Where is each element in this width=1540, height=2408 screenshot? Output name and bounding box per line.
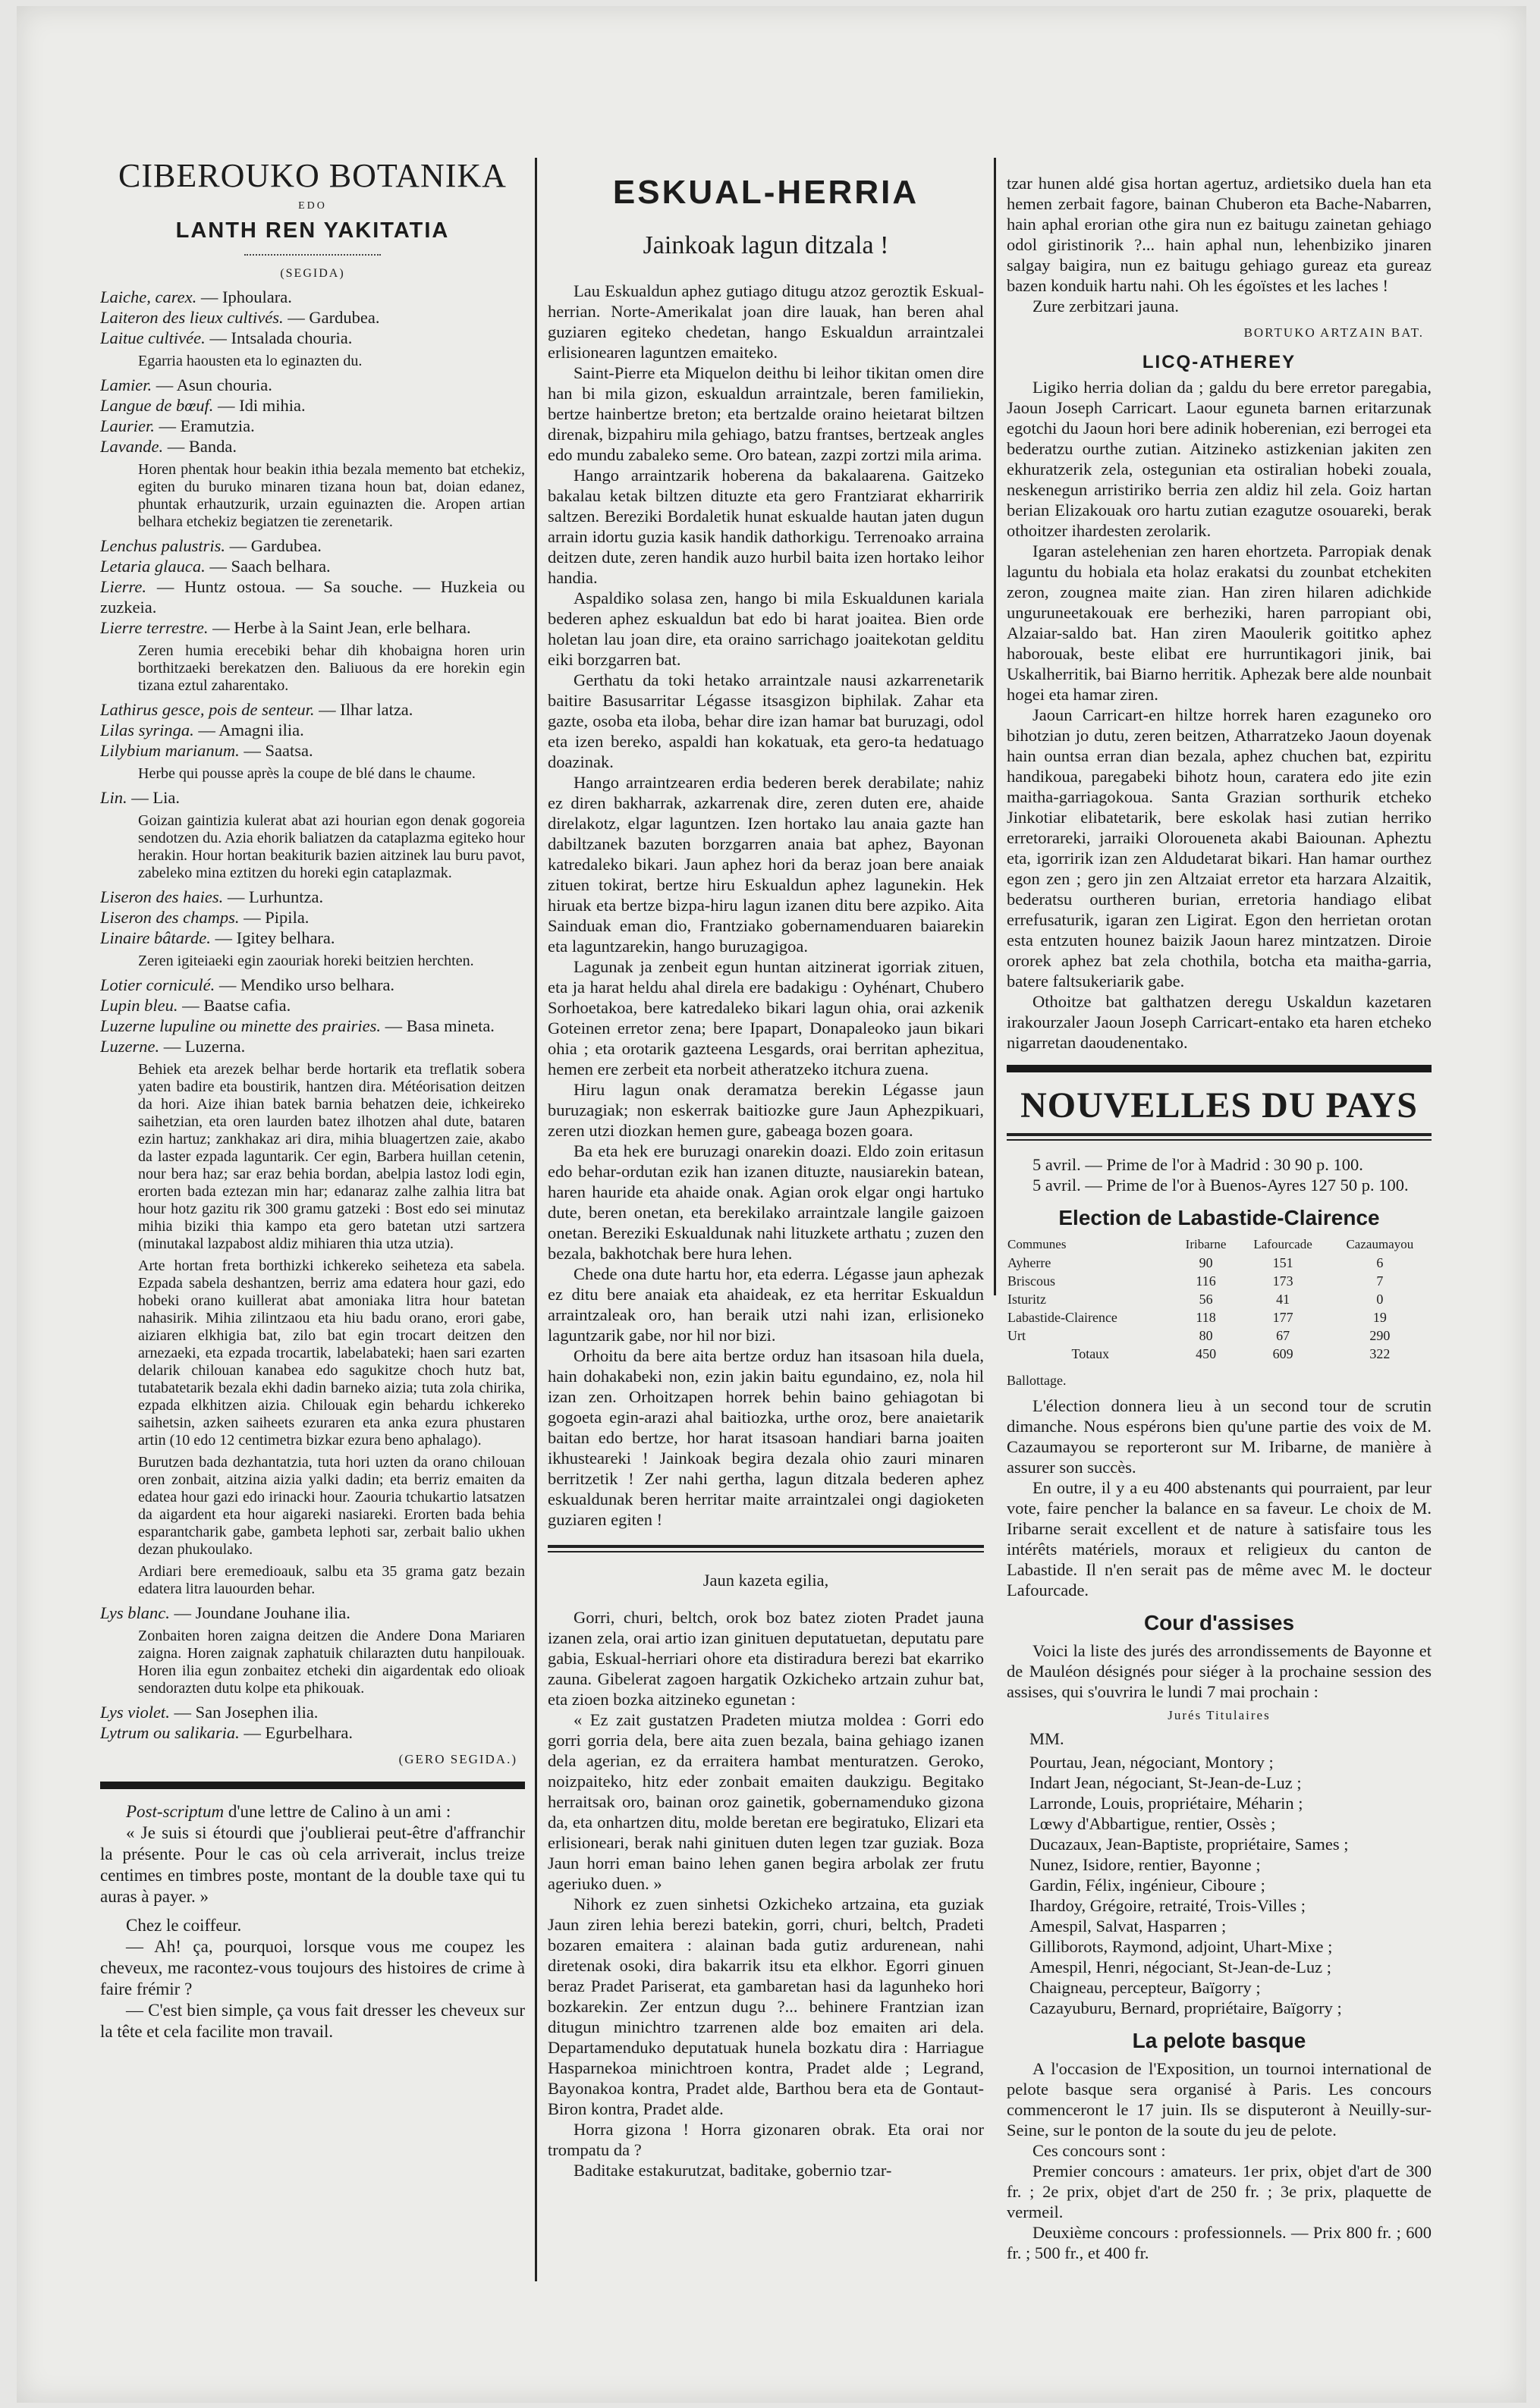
latin-name: Lys violet. xyxy=(100,1703,170,1722)
entry-note xyxy=(138,1628,525,1697)
column-botanika xyxy=(100,52,525,2372)
column-news xyxy=(1007,52,1432,2372)
table-row xyxy=(1007,1290,1432,1308)
basque-name: — Joundane Jouhane ilia. xyxy=(169,1603,350,1622)
plant-entry xyxy=(100,699,525,720)
basque-name: Zeren humia erecebiki behar dih khobaigna horen urin borthitzaeki berekatzen den. Baliuous da ere horekin egin tizana eztul zaharentako. xyxy=(138,642,525,694)
entry-note xyxy=(138,353,525,370)
plant-entry xyxy=(100,375,525,395)
entry-note xyxy=(138,642,525,695)
table-cell: 19 xyxy=(1372,1310,1387,1325)
licq-article xyxy=(1007,377,1432,1053)
basque-name: — Egurbelhara. xyxy=(239,1723,354,1742)
letter-paragraph: Horra gizona ! Horra gizonaren obrak. Eta orai nor trompatu da ? xyxy=(548,2120,984,2159)
article-paragraph: Hiru lagun onak deramatza berekin Légasse jaun buruzagiak; non eskerrak baitiozke gure Jaun Aphezpikuari, zeren utzi diozkan hemen gure, gabeaga bozen goara. xyxy=(548,1080,984,1140)
plant-entry xyxy=(100,740,525,761)
plant-entry xyxy=(100,928,525,948)
section-rule xyxy=(548,1545,984,1552)
column-divider-2 xyxy=(994,158,996,1295)
letter-paragraph: Nihork ez zuen sinhetsi Ozkicheko artzaina, eta guziak Jaun ziren lehia berezi batekin, gorri, churi, beltch, Pradeti bozaren emaitera : alainan bada gutiz ardurenean, nahi diretenak osoki, dira bakarrik itsu eta elkhor. Egorri ginuen beraz Pradet Pariserat, eta gambaretan hasi da lagunheko hori bozkarekin. Zer entzun dugu ?... behinere Frantzian izan ditugun minichtro tzarrenen alde boz emaiten ari dela. Departamenduko deputatuak hunela bozkatu dira : Harriague Hasparnekoa minichtroen kontra, Pradet alde ; Legrand, Bayonakoa kontra, Pradet alde, Barthou bera eta de Gontaut-Biron kontra, Pradet alde. xyxy=(548,1895,984,2118)
entry-note xyxy=(138,1563,525,1598)
table-cell: 80 xyxy=(1199,1328,1213,1343)
pelote-paragraph: A l'occasion de l'Exposition, un tournoi international de pelote basque sera organisé à Paris. Les concours commenceront le 17 juin. Ils se disputeront à Neuilly-sur-Seine, sur le ponton de la soute du jeu de pelote. xyxy=(1007,2059,1432,2140)
basque-name: — Luzerna. xyxy=(159,1037,246,1056)
letter-paragraph: Baditake estakurutzat, baditake, gobernio tzar- xyxy=(574,2161,892,2180)
latin-name: Liseron des haies. xyxy=(100,887,224,906)
latin-name: Lilas syringa. xyxy=(100,721,194,739)
table-header: Communes xyxy=(1007,1237,1067,1251)
basque-name: Burutzen bada dezhantatzia, tuta hori uzten da orano chilouan oren zonbait, aitzina aizia yalki dadin; eta berriz emaiten da edatea hour gazi edo irinacki hour. Zaouria tchukartio latsatzen da aigardent eta hour aigareki nasiareki. Erorten bada behia esparantcharik gabe, gambeta lephoti sar, zerbait balio ukhen dezan phukoulako. xyxy=(138,1454,525,1558)
entry-note xyxy=(138,812,525,882)
latin-name: Laiche, carex. xyxy=(100,287,197,306)
coiffeur-heading: Chez le coiffeur. xyxy=(126,1916,242,1935)
basque-name: — Igitey belhara. xyxy=(210,928,335,947)
basque-name: — Banda. xyxy=(163,437,237,456)
basque-name: — Pipila. xyxy=(239,908,310,927)
basque-name: — Iphoulara. xyxy=(196,287,292,306)
plant-entry xyxy=(100,1603,525,1623)
postscript xyxy=(100,1801,525,1822)
jure-item: Cazayuburu, Bernard, propriétaire, Baïgorry ; xyxy=(1029,1998,1342,2017)
latin-name: Luzerne lupuline ou minette des prairies. xyxy=(100,1016,381,1035)
article-paragraph: Ba eta hek ere buruzagi onarekin doazi. Eldo zoin eritasun edo behar-ordutan ezik han izanen dituzte, nausiarekin batean, haren hauride eta ahaide onak. Agian orok elgar ongi hartuko dute, beren onetan, eta berekilako arraintzale langile gaizoen onetan. Bereziki Eskualdunak nahi lituzkete arthatu ; zuzen den bezala, bakhotchak bere hura lehen. xyxy=(548,1141,984,1263)
plant-entry xyxy=(100,1016,525,1036)
latin-name: Lierre. xyxy=(100,577,147,596)
letter-continuation: tzar hunen aldé gisa hortan agertuz, ardietsiko duela han eta hemen zerbait fagore, bainan Chuberon eta Bache-Nabarren, hain aphal erorian othe gira nun ez baitugu zainetan gehiago odol giristinorik ?... hain aphal nun, lehenbiziko jinaren salgay baigira, nun ez baitugu gehiago gureaz eta gureaz bazen konduik hartu nahi. Oh les égoïstes et les laches ! xyxy=(1007,174,1432,295)
basque-name: — Baatse cafia. xyxy=(178,996,291,1015)
latin-name: Lytrum ou salikaria. xyxy=(100,1723,240,1742)
newspaper-page xyxy=(17,6,1526,2403)
jure-item: Gilliborots, Raymond, adjoint, Uhart-Mixe ; xyxy=(1029,1937,1333,1956)
botanika-title: CIBEROUKO BOTANIKA xyxy=(118,157,507,194)
jure-item: Indart Jean, négociant, St-Jean-de-Luz ; xyxy=(1029,1773,1302,1792)
cour-heading: Cour d'assises xyxy=(1143,1611,1295,1634)
ps-quote: « Je suis si étourdi que j'oublierai peut-être d'affranchir la présente. Pour le cas où cela arriverait, inclus treize centimes en timbres poste, montant de la double taxe qui tu auras à payer. » xyxy=(100,1823,525,1906)
table-cell: 609 xyxy=(1272,1346,1293,1361)
ballottage: Ballottage. xyxy=(1007,1373,1067,1388)
latin-name: Laurier. xyxy=(100,416,155,435)
latin-name: Langue de bœuf. xyxy=(100,396,214,415)
table-header: Iribarne xyxy=(1185,1237,1227,1251)
jure-item: Pourtau, Jean, négociant, Montory ; xyxy=(1029,1753,1274,1772)
table-cell: 118 xyxy=(1196,1310,1216,1325)
mm-label: MM. xyxy=(1029,1729,1064,1748)
latin-name: Lys blanc. xyxy=(100,1603,170,1622)
latin-name: Linaire bâtarde. xyxy=(100,928,211,947)
jures-heading: Jurés Titulaires xyxy=(1168,1708,1271,1722)
basque-name: — Basa mineta. xyxy=(380,1016,495,1035)
jure-item: Lœwy d'Abbartigue, rentier, Ossès ; xyxy=(1029,1814,1276,1833)
pelote-paragraph: Deuxième concours : professionnels. — Prix 800 fr. ; 600 fr. ; 500 fr., et 400 fr. xyxy=(1007,2223,1432,2262)
table-cell: 450 xyxy=(1196,1346,1217,1361)
article-paragraph: Aspaldiko solasa zen, hango bi mila Eskualdunen kariala bederen aphez eskualdun bat edo bi harat joaitea. Bien orde holetan lau joan dire, eta oraino sarrichago joaitekotan gelditu eiki borzgarren bat. xyxy=(548,589,984,669)
plant-entry xyxy=(100,395,525,416)
column-eskual-herria xyxy=(548,52,984,2372)
table-cell: 290 xyxy=(1369,1328,1391,1343)
table-cell: 6 xyxy=(1376,1255,1384,1270)
plant-entry xyxy=(100,907,525,928)
basque-name: Goizan gaintizia kulerat abat azi hourian egon denak gogoreia sendotzen du. Azia ehorik baliatzen da cataplazma egiteko hour herakin. Hour hortan beakiturik bazien aitzinek lau buru pavot, zabeleko mina eztitzen du horeki egin cataplazmak. xyxy=(138,812,525,881)
latin-name: Lin. xyxy=(100,788,127,807)
article-paragraph: Gerthatu da toki hetako arraintzale nausi azkarrenetarik baitire Basusarritar Légasse itsasgizon biphilak. Zahar eta gazte, osoba eta iloba, behar dire izan hamar bat buruzagi, odol eta izen bereko, aspaldi han kokatuak, eta gero-ta hedatuago doazinak. xyxy=(548,670,984,771)
coiffeur-line-2: — C'est bien simple, ça vous fait dresser les cheveux sur la tête et cela facilite mon travail. xyxy=(100,2001,525,2041)
basque-name: Zonbaiten horen zaigna deitzen die Andere Dona Mariaren zaigna. Horen zaignak zaphatuik chilarazten dutu hanpilouak. Horen ilia egun zonbaitez etcheki din aigardentak edo olioak sendorazten dutu kolpe eta phikouak. xyxy=(138,1628,525,1697)
table-cell: 90 xyxy=(1199,1255,1213,1270)
article-paragraph: Hango arraintzearen erdia bederen berek derabilate; nahiz ez diren bakharrak, azkarrenak dire, zeren duten ere, ahaide direlakotz, elgar laguntzen. Izen hortako lau anaia gazte han dabiltzanek bazuten borzgarren anaia bat aphez, Bayonan katredaleko bikari. Jaun aphez hori da beraz joan bere anaiak zituen tokirat, bertze hiru Eskualdun aphez lagunekin. Hek hiruak eta bertze bizpa-hiru lagun izanen ditu bere azpiko. Aita Sainduak eman dio, Frantziako gobernamenduaren baiarekin eta laguntzarekin, hango buruzagigoa. xyxy=(548,773,984,956)
section-rule xyxy=(100,1782,525,1789)
table-cell: 41 xyxy=(1276,1292,1290,1307)
licq-heading: LICQ-ATHEREY xyxy=(1142,352,1296,372)
election-article xyxy=(1007,1396,1432,1600)
jure-item: Gardin, Félix, ingénieur, Ciboure ; xyxy=(1029,1876,1265,1895)
table-cell: 322 xyxy=(1369,1346,1391,1361)
letter-closing: Zure zerbitzari jauna. xyxy=(1032,297,1180,316)
table-cell: 0 xyxy=(1376,1292,1384,1307)
botanika-subtitle: LANTH REN YAKITATIA xyxy=(175,218,450,243)
latin-name: Lotier corniculé. xyxy=(100,975,215,994)
article-paragraph: Lau Eskualdun aphez gutiago ditugu atzoz geroztik Eskual-herrian. Norte-Amerikalat joan dire lauak, han beren ahal guziaren egiteko chedetan, hango Eskualdun arraintzalei erlisionearen laguntzen emaiteko. xyxy=(548,281,984,362)
eskual-herria-article xyxy=(548,281,984,1530)
table-cell: 177 xyxy=(1272,1310,1293,1325)
basque-name: — Lia. xyxy=(127,788,180,807)
ps-rest: d'une lettre de Calino à un ami : xyxy=(224,1802,451,1821)
latin-name: Lierre terrestre. xyxy=(100,618,209,637)
table-cell: Urt xyxy=(1007,1328,1026,1343)
pelote-heading: La pelote basque xyxy=(1132,2029,1306,2052)
basque-name: Horen phentak hour beakin ithia bezala memento bat etchekiz, egiten du buruko minaren tizana houn bat, doian edanez, phuntak erhautzurik, urzain eguinazten die. Aropen artian belhara etchekiz begiatzen tie zerenetarik. xyxy=(138,461,525,530)
licq-paragraph: Jaoun Carricart-en hiltze horrek haren ezaguneko oro bihotzian jo dutu, zeren beitzen, Atharratzeko Jaoun doyenak hain ountsa erran dian bezala, aphez chuchen bat, ezpiritu handikoua, paregabeki bihotz houn, caratera edo jite ezin maitha-garriagokoua. Santa Grazian sorthurik etcheko Jinkotiar elibatetarik, bere eskolak hasi zutian herriko erretorareki, jarraiki Oloroueneta akabi Baiounan. Apheztu eta, igorririk izan zen Aldudetarat bikari. Han hamar ourthez egon zen ; gero jin zen Altzaiat erretor eta harzara Alzaitik, bederatsu ourtheren burian, erretoria handiago elibat errefusaturik, igaran zen Ligirat. Egon den herrietan orotan esta entzuten hounez baizik Jaoun harez mintzatzen. Diroie ororek aphez bat zela chothila, botcha eta maitha-garria, batere faltsukeriarik gabe. xyxy=(1007,705,1432,991)
section-rule xyxy=(1007,1065,1432,1072)
entry-note xyxy=(138,1061,525,1253)
basque-name: Egarria haousten eta lo eginazten du. xyxy=(138,353,363,369)
table-cell: Totaux xyxy=(1071,1346,1110,1361)
prime-buenos-ayres: 5 avril. — Prime de l'or à Buenos-Ayres 127 50 p. 100. xyxy=(1032,1176,1409,1195)
jure-item: Amespil, Salvat, Hasparren ; xyxy=(1029,1917,1227,1936)
section-rule xyxy=(1007,1133,1432,1141)
plant-entry xyxy=(100,416,525,436)
basque-name: Zeren igiteiaeki egin zaouriak horeki beitzien herchten. xyxy=(138,953,474,969)
table-header: Cazaumayou xyxy=(1346,1237,1414,1251)
basque-name: — Saach belhara. xyxy=(205,557,331,576)
plant-entry xyxy=(100,287,525,307)
article-paragraph: Orhoitu da bere aita bertze orduz han itsasoan hila duela, hain dohakabeki non, ezin jakin baitu egundaino, ez, nola hil izan zen. Orhoitzapen horrek behin baino gehiagotan bi gogoeta egin-arazi ahal baitiozka, urthe oroz, bere anaietarik baitan edo bertze, hor harat itsasoan handiari barna joaiten ikhusteareki ! Jainkoak begira dezala ohio zauri minaren berritzetik ! Zer nahi gertha, lagun ditzala bederen aphez eskualdunak beren herritar maite arraintzalei ongi dagioketen guziaren egiten ! xyxy=(548,1346,984,1529)
table-cell: Ayherre xyxy=(1007,1255,1051,1270)
basque-name: — Intsalada chouria. xyxy=(205,328,353,347)
basque-name: Herbe qui pousse après la coupe de blé dans le chaume. xyxy=(138,765,476,782)
table-cell: 116 xyxy=(1196,1273,1216,1289)
latin-name: Letaria glauca. xyxy=(100,557,206,576)
latin-name: Lilybium marianum. xyxy=(100,741,240,760)
table-total-row xyxy=(1007,1345,1432,1363)
table-header: Lafourcade xyxy=(1253,1237,1312,1251)
latin-name: Lamier. xyxy=(100,375,152,394)
basque-name: Behiek eta arezek belhar berde hortarik eta treflatik sobera yaten badire eta boustirik, hantzen dira. Météorisation deitzen da hori. Aize ihian batek barnia behatzen deie, ichkeireko saihetzian, eta oren laurden batez ilhotzen ahal dute, bataren ezin hartuz; zankhakaz ari dira, mihia bluagertzen zaie, akabo da laster ezpada laguntarik. Cer egin, Barbera huillan cetenin, nour bera haz; sar eraz behia bordan, abelpia lastoz lodi egin, erorten bada eztezan min har; edanaraz zalhe zalhia litra bat hour hotz gazitu rik 300 gramu gatzeki : Bost edo sei minutaz mihia biziki thia kampo eta gero batetan utzi sartzera (minutakal lazpabost aldiz mihiaren thia utza utzia). xyxy=(138,1061,525,1252)
basque-name: — Asun chouria. xyxy=(152,375,272,394)
article-paragraph: Hango arraintzarik hoberena da bakalaarena. Gaitzeko bakalau ketak biltzen dituzte eta gero Frantziarat ekharririk saltzen. Bereziki Bordaletik hunat eskualde hautan jaten dugun arrain idortu guzia kasik handik dathorkigu. Terrenoako arraina deitzen dute, zeren handik auzo hurbil baita izen hortako leihor handia. xyxy=(548,466,984,587)
table-cell: Labastide-Clairence xyxy=(1007,1310,1117,1325)
plant-entry xyxy=(100,975,525,995)
ornamental-rule xyxy=(244,254,381,257)
latin-name: Luzerne. xyxy=(100,1037,160,1056)
basque-name: — San Josephen ilia. xyxy=(169,1703,319,1722)
basque-name: — Herbe à la Saint Jean, erle belhara. xyxy=(208,618,471,637)
latin-name: Liseron des champs. xyxy=(100,908,240,927)
entry-note xyxy=(138,1454,525,1559)
election-table xyxy=(1007,1235,1432,1363)
plant-entry xyxy=(100,1036,525,1056)
table-row xyxy=(1007,1326,1432,1345)
licq-paragraph: Igaran astelehenian zen haren ehortzeta. Parropiak denak laguntu du hobiala eta holaz erakatsi du zounbat etchekiten zeron, zougnea maite zian. Han ziren hilaren adichkide unguruneetakouak ere berheziki, haren parropiant obi, Alzaiar-saldo bat. Han ziren Maoulerik goititko aphez haborouak, beste elibat ere hurruntikagori jinik, bai Uskalherritik, bai Biarno herritik. Aphezak bere alde nounbait hogei eta hamar ziren. xyxy=(1007,542,1432,704)
table-row xyxy=(1007,1254,1432,1272)
basque-name: — Ilhar latza. xyxy=(314,700,413,719)
plant-entry xyxy=(100,1722,525,1743)
latin-name: Lavande. xyxy=(100,437,164,456)
basque-name: — Amagni ilia. xyxy=(193,721,304,739)
basque-name: — Huntz ostoua. — Sa souche. — Huzkeia ou zuzkeia. xyxy=(100,577,525,617)
licq-paragraph: Ligiko herria dolian da ; galdu du bere erretor paregabia, Jaoun Joseph Carricart. Laour eguneta barnen eritarzunak egotchi du Jaoun hori bere adinik hoberenian, ezi berrogei eta bederatzu ourthe zutian. Aitzineko astizkenian jakiten zen ekhuratzerik zela, ostegunian eta ostiralian hobeki zouala, neskenegun arristiriko berria zen aldiz hil zela. Goiz hartan berian Elizakouak oro hartu zutian ezagutze osouareki, berak othoitzer ihardesten zerolarik. xyxy=(1007,378,1432,540)
article-paragraph: Chede ona dute hartu hor, eta ederra. Légasse jaun aphezak ez ditu bere anaiak eta ahaideak, ez eta herritar Eskualdun arraintzaleak oro, han beraik utzi nahi izan, erlisioneko laguntzarik gabe, nor hil nor bizi. xyxy=(548,1264,984,1345)
edo-label: EDO xyxy=(298,200,327,212)
basque-name: — Mendiko urso belhara. xyxy=(215,975,395,994)
entry-note xyxy=(138,953,525,970)
plant-entry xyxy=(100,995,525,1016)
article-paragraph: Lagunak ja zenbeit egun huntan aitzinerat igorriak zituen, eta ja harat heldu ahal direla ere badakigu : Oyhénart, Chubero Sorhoetakoa, bere katredaleko bikari lagun ohia, orai azkenik Goteinen erretor zena; bere Ipapart, Donapaleoko jaun bikari ohia ; eta orotarik gazteena Lesgards, orai berritan aphezitua, hemen ere zerbeit eta norbeit atheratzeko itchura zuena. xyxy=(548,957,984,1078)
gero-segida: (GERO SEGIDA.) xyxy=(398,1752,517,1766)
pelote-paragraph: Premier concours : amateurs. 1er prix, objet d'art de 300 fr. ; 2e prix, objet d'art de 250 fr. ; 3e prix, plaquette de vermeil. xyxy=(1007,2162,1432,2221)
column-divider-1 xyxy=(535,158,537,2281)
jure-item: Amespil, Henri, négociant, St-Jean-de-Luz ; xyxy=(1029,1957,1332,1976)
eskual-herria-subtitle: Jainkoak lagun ditzala ! xyxy=(643,231,889,259)
cour-intro: Voici la liste des jurés des arrondissements de Bayonne et de Mauléon désignés pour siéger à la prochaine session des assises, qui s'ouvrira le lundi 7 mai prochain : xyxy=(1007,1641,1432,1701)
nouvelles-heading: NOUVELLES DU PAYS xyxy=(1020,1085,1418,1126)
table-cell: 67 xyxy=(1276,1328,1290,1343)
plant-entry xyxy=(100,535,525,556)
pelote-paragraph: Ces concours sont : xyxy=(1032,2141,1166,2160)
segida-label: (SEGIDA) xyxy=(280,267,345,280)
pelote-article xyxy=(1007,2058,1432,2263)
entry-note xyxy=(138,765,525,783)
latin-name: Laitue cultivée. xyxy=(100,328,206,347)
jures-list xyxy=(1029,1752,1432,2018)
letter-heading: Jaun kazeta egilia, xyxy=(702,1570,829,1590)
letter-paragraph: « Ez zait gustatzen Pradeten miutza moldea : Gorri edo gorri gorria dela, bere aita zuen bezala, baina gehiago izanen dela agerian, ez da erraitera hambat menturatzen. Geroko, noizpaiteko, hitz eder zonbait emaiten daukzigu. Begitako herraitsak oro, bainan oroz gainetik, gobernamenduko gizona da, eta onhartzen ditu, molde beretan ere begiratuko, Elizari eta erlisioneari, berak nahi ginituen duten legen tzar guziak. Boza Jaun horri eman baino lehen ganen begira arbolak zer frutu ageriuko duen. » xyxy=(548,1710,984,1893)
table-cell: 56 xyxy=(1199,1292,1213,1307)
basque-name: — Saatsa. xyxy=(239,741,313,760)
basque-name: — Gardubea. xyxy=(225,536,322,555)
letter-body xyxy=(548,1607,984,2180)
plant-entry xyxy=(100,328,525,348)
plant-entry xyxy=(100,556,525,576)
table-row xyxy=(1007,1272,1432,1290)
table-cell: 173 xyxy=(1272,1273,1293,1289)
plant-entry xyxy=(100,576,525,617)
latin-name: Lupin bleu. xyxy=(100,996,178,1015)
coiffeur-line-1: — Ah! ça, pourquoi, lorsque vous me coupez les cheveux, me racontez-vous toujours des histoires de crime à faire frémir ? xyxy=(100,1937,525,1998)
entry-note xyxy=(138,1257,525,1449)
latin-name: Lathirus gesce, pois de senteur. xyxy=(100,700,315,719)
plant-entry xyxy=(100,307,525,328)
jure-item: Ducazaux, Jean-Baptiste, propriétaire, Sames ; xyxy=(1029,1835,1349,1854)
plant-entry xyxy=(100,887,525,907)
plant-entry xyxy=(100,1702,525,1722)
jure-item: Larronde, Louis, propriétaire, Méharin ; xyxy=(1029,1794,1303,1813)
basque-name: — Eramutzia. xyxy=(154,416,255,435)
licq-paragraph: Othoitze bat galthatzen deregu Uskaldun kazetaren irakourzaler Jaoun Joseph Carricart-entako eta haren etcheko nigarretan daoudenentako. xyxy=(1007,992,1432,1052)
election-paragraph: L'élection donnera lieu à un second tour de scrutin dimanche. Nous espérons bien qu'une partie des voix de M. Cazaumayou se reporteront sur M. Iribarne, de manière à assurer son succès. xyxy=(1007,1396,1432,1477)
table-cell: 7 xyxy=(1376,1273,1384,1289)
jure-item: Ihardoy, Grégoire, retraité, Trois-Villes ; xyxy=(1029,1896,1306,1915)
basque-name: Arte hortan freta borthizki ichkereko seiheteza eta sabela. Ezpada sabela deshantzen, berriz ama edatera hour gazi, edo hobeki orano kuillerat abat amoniaka litra hour batetan nahasirik. Mihia zilintzaou eta hiu badu orano, erori gabe, aiziaren elkhigia bat, zilo bat egin trocart deitzen den arnezaeki, eta ezpada trocartik, labelabateki; haen sari ezarten delarik chilouan kanabea edo sagukitze choch hutz bat, tutabatetarik bezala ekhi dadin barneko aizia; tuta zola chirika, ezpada elkhitzen aizia. Chilouak egin behardu ichkereko saihetsin, azken saiheets ezuraren eta anka ezura phustaren artin (10 edo 12 centimetra bizkar ezura beno aphalago). xyxy=(138,1257,525,1449)
jure-item: Nunez, Isidore, rentier, Bayonne ; xyxy=(1029,1855,1261,1874)
basque-name: — Gardubea. xyxy=(283,308,380,327)
plant-entry xyxy=(100,617,525,638)
article-paragraph: Saint-Pierre eta Miquelon deithu bi leihor tikitan omen dire han bi mila gizon, eskualdun arraintzale, beren familiekin, bertze hainbertze breton; eta bertzalde oraino heietarat biltzen direnak, bizpahiru mila gehiago, batzu frantses, bertzeak angles edo mundu zabaleko seme. Oro batean, zazpi zortzi mila arima. xyxy=(548,363,984,464)
table-cell: Briscous xyxy=(1007,1273,1055,1289)
latin-name: Lenchus palustris. xyxy=(100,536,226,555)
entry-note xyxy=(138,461,525,531)
prime-madrid: 5 avril. — Prime de l'or à Madrid : 30 90 p. 100. xyxy=(1032,1155,1363,1174)
election-heading: Election de Labastide-Clairence xyxy=(1058,1206,1380,1229)
plant-list xyxy=(100,287,525,1743)
latin-name: Laiteron des lieux cultivés. xyxy=(100,308,284,327)
table-row xyxy=(1007,1308,1432,1326)
plant-entry xyxy=(100,436,525,457)
letter-paragraph: Gorri, churi, beltch, orok boz batez zioten Pradet jauna izanen zela, orai artio izan ginituen deputatuetan, deputatu pare gabia, Eskual-herriari ohore eta distiradura berezi bat ekarriko zauna. Gibelerat zagoen hargatik Ozkicheko artzain zuhur bat, eta zioen bozka aitzineko egunetan : xyxy=(548,1608,984,1709)
jure-item: Chaigneau, percepteur, Baïgorry ; xyxy=(1029,1978,1261,1997)
table-cell: Isturitz xyxy=(1007,1292,1046,1307)
basque-name: — Lurhuntza. xyxy=(223,887,324,906)
basque-name: Ardiari bere eremedioauk, salbu eta 35 grama gatz bezain edatera litra lauourden behar. xyxy=(138,1563,525,1597)
plant-entry xyxy=(100,720,525,740)
letter-signature: BORTUKO ARTZAIN BAT. xyxy=(1243,325,1424,340)
ps-lead: Post-scriptum xyxy=(126,1802,225,1821)
plant-entry xyxy=(100,787,525,808)
basque-name: — Idi mihia. xyxy=(213,396,306,415)
election-paragraph: En outre, il y a eu 400 abstenants qui pourraient, par leur vote, faire pencher la balance en sa faveur. Le choix de M. Iribarne serait excellent et de nature à satisfaire tous les intérêts matériels, moraux et religieux du canton de Labastide. Il n'en serait pas de même avec M. le docteur Lafourcade. xyxy=(1007,1478,1432,1600)
eskual-herria-title: ESKUAL-HERRIA xyxy=(612,174,919,211)
table-cell: 151 xyxy=(1272,1255,1293,1270)
